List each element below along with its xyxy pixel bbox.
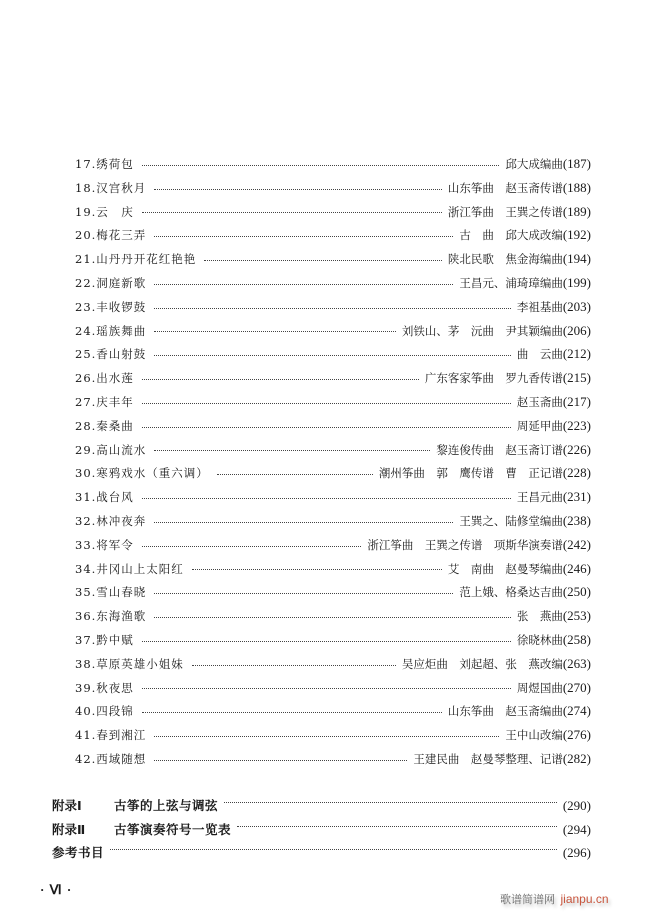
composer-credit: 山东筝曲 赵玉斋传谱 [447,180,563,195]
toc-entry[interactable] [75,699,591,723]
page-ref: (258) [562,631,591,647]
page-ref: (270) [562,679,591,695]
toc-entry[interactable] [75,604,591,628]
page-ref: (212) [562,346,591,362]
dot-leader [154,760,407,761]
piece-title: 42.西域随想 [75,751,147,766]
composer-credit: 徐晓林曲 [516,632,563,647]
toc-entry[interactable] [75,176,591,200]
piece-title: 30.寒鸦戏水（重六调） [75,466,209,481]
page-number: · Ⅵ · [40,882,73,897]
page-ref: (246) [562,560,591,576]
watermark-text: 歌谱简谱网 [500,893,555,906]
dot-leader [154,236,453,237]
dot-leader [237,826,557,827]
dot-leader [154,189,442,190]
page-ref: (294) [562,821,591,837]
composer-credit: 王昌元、浦琦璋编曲 [459,275,563,290]
appendix-title: 古筝演奏符号一览表 [114,821,232,837]
composer-credit: 周延甲曲 [516,418,563,433]
composer-credit: 王中山改编 [505,728,563,743]
piece-title: 35.雪山春晓 [75,585,147,600]
piece-title: 20.梅花三弄 [75,228,147,243]
appendix-entry[interactable] [52,794,591,818]
page-ref: (217) [562,393,591,409]
dot-leader [224,802,557,803]
dot-leader [142,546,362,547]
composer-credit: 山东筝曲 赵玉斋编曲 [447,704,563,719]
composer-credit: 李祖基曲 [516,299,563,314]
dot-leader [110,849,557,850]
piece-title: 41.春到湘江 [75,728,147,743]
dot-leader [142,427,511,428]
page-ref: (187) [562,156,591,171]
toc-entry[interactable] [75,723,591,747]
dot-leader [154,736,499,737]
page-ref: (223) [562,417,591,433]
piece-title: 18.汉宫秋月 [75,180,147,195]
toc-entry[interactable] [75,438,591,462]
page-ref: (199) [562,274,591,290]
toc-entry[interactable] [75,152,591,176]
toc-entry[interactable] [75,247,591,271]
toc-entry[interactable] [75,461,591,485]
composer-credit: 赵玉斋曲 [516,394,563,409]
composer-credit: 张 燕曲 [516,609,563,624]
page-ref: (290) [562,798,591,813]
composer-credit: 曲 云曲 [516,347,563,362]
page-ref: (228) [562,465,591,481]
table-of-contents [75,152,591,771]
piece-title: 34.井冈山上太阳红 [75,561,184,576]
dot-leader [142,379,419,380]
page-ref: (194) [562,251,591,267]
composer-credit: 黎连俊传曲 赵玉斋订谱 [436,442,563,457]
piece-title: 25.香山射鼓 [75,347,147,362]
dot-leader [192,569,442,570]
piece-title: 37.黔中赋 [75,632,134,647]
toc-entry[interactable] [75,366,591,390]
composer-credit: 周煜国曲 [516,680,563,695]
piece-title: 39.秋夜思 [75,680,134,695]
toc-entry[interactable] [75,676,591,700]
page-ref: (250) [562,584,591,600]
composer-credit: 吴应炬曲 刘起超、张 燕改编 [401,656,563,671]
toc-entry[interactable] [75,485,591,509]
piece-title: 28.秦桑曲 [75,418,134,433]
composer-credit: 范上娥、格桑达吉曲 [459,585,563,600]
dot-leader [142,212,442,213]
toc-entry[interactable] [75,652,591,676]
toc-entry[interactable] [75,223,591,247]
piece-title: 27.庆丰年 [75,394,134,409]
toc-entry[interactable] [75,533,591,557]
dot-leader [192,665,396,666]
piece-title: 17.绣荷包 [75,157,134,171]
appendix-entry[interactable] [52,818,591,842]
composer-credit: 王昌元曲 [516,490,563,505]
page-ref: (226) [562,441,591,457]
appendix-title: 参考书目 [52,845,105,860]
piece-title: 22.洞庭新歌 [75,275,147,290]
page-ref: (242) [562,536,591,552]
toc-entry[interactable] [75,557,591,581]
dot-leader [154,308,511,309]
dot-leader [217,474,373,475]
dot-leader [154,355,511,356]
page-ref: (282) [562,750,591,766]
piece-title: 21.山丹丹开花红艳艳 [75,252,197,267]
piece-title: 26.出水莲 [75,371,134,386]
appendix-title: 古筝的上弦与调弦 [114,798,219,813]
dot-leader [154,522,453,523]
dot-leader [142,498,511,499]
piece-title: 31.战台风 [75,490,134,505]
page-ref: (215) [562,370,591,386]
page-ref: (189) [562,203,591,219]
dot-leader [142,688,511,689]
toc-entry[interactable] [75,580,591,604]
toc-entry[interactable] [75,200,591,224]
toc-entry[interactable] [75,414,591,438]
page-ref: (253) [562,608,591,624]
page-ref: (203) [562,298,591,314]
watermark-site: jianpu.cn [560,892,609,906]
composer-credit: 邱大成编曲 [505,157,563,171]
composer-credit: 潮州筝曲 郭 鹰传谱 曹 正记谱 [378,466,563,481]
page-ref: (238) [562,512,591,528]
dot-leader [154,450,430,451]
composer-credit: 刘铁山、茅 沅曲 尹其颖编曲 [401,323,563,338]
piece-title: 33.将军令 [75,537,134,552]
piece-title: 40.四段锦 [75,704,134,719]
appendix-entry[interactable] [52,841,591,865]
dot-leader [142,165,500,166]
dot-leader [142,403,511,404]
piece-title: 32.林冲夜奔 [75,513,147,528]
page-ref: (276) [562,727,591,743]
toc-entry[interactable] [75,271,591,295]
composer-credit: 浙江筝曲 王巽之传谱 项斯华演奏谱 [367,537,563,552]
piece-title: 19.云 庆 [75,204,134,219]
composer-credit: 古 曲 邱大成改编 [459,228,563,243]
composer-credit: 王巽之、陆修堂编曲 [459,513,563,528]
piece-title: 38.草原英雄小姐妹 [75,656,184,671]
page-ref: (296) [562,845,591,860]
piece-title: 24.瑶族舞曲 [75,323,147,338]
dot-leader [204,260,442,261]
appendix-list [52,794,591,865]
toc-entry[interactable] [75,342,591,366]
dot-leader [142,712,442,713]
toc-entry[interactable] [75,390,591,414]
page-ref: (263) [562,655,591,671]
toc-entry[interactable] [75,747,591,771]
page-ref: (274) [562,703,591,719]
dot-leader [154,593,453,594]
page-ref: (188) [562,179,591,195]
piece-title: 36.东海渔歌 [75,609,147,624]
toc-entry[interactable] [75,319,591,343]
dot-leader [154,617,511,618]
toc-entry[interactable] [75,295,591,319]
page-ref: (192) [562,227,591,243]
composer-credit: 浙江筝曲 王巽之传谱 [447,204,563,219]
piece-title: 23.丰收锣鼓 [75,299,147,314]
piece-title: 29.高山流水 [75,442,147,457]
toc-entry[interactable] [75,509,591,533]
composer-credit: 陕北民歌 焦金海编曲 [447,252,563,267]
dot-leader [154,284,453,285]
page-ref: (231) [562,489,591,505]
composer-credit: 艾 南曲 赵曼琴编曲 [447,561,563,576]
composer-credit: 广东客家筝曲 罗九香传谱 [424,371,563,386]
composer-credit: 王建民曲 赵曼琴整理、记谱 [413,751,563,766]
appendix-label: 附录Ⅱ [52,821,86,837]
dot-leader [142,641,511,642]
appendix-label: 附录Ⅰ [52,798,82,813]
dot-leader [154,331,396,332]
toc-entry[interactable] [75,628,591,652]
watermark [500,891,609,907]
page-ref: (206) [562,322,591,338]
